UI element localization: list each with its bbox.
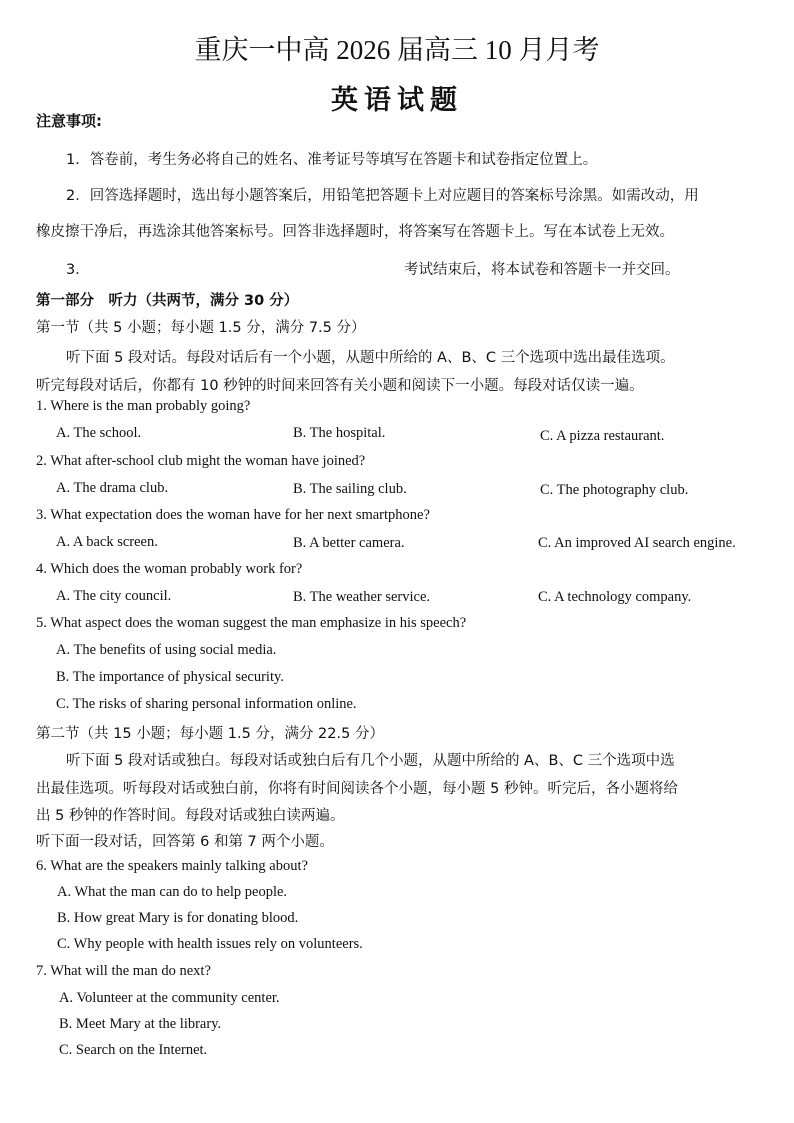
question-3-option-a: A. A back screen. [56,534,158,550]
question-1-option-a: A. The school. [56,425,142,441]
exam-title: 重庆一中高 2026 届高三 10 月月考 [194,35,600,65]
question-2-stem: 2. What after-school club might the woman have joined? [36,453,366,469]
notice-item-1: 1．答卷前，考生务必将自己的姓名、准考证号等填写在答题卡和试卷指定位置上。 [66,152,598,168]
notice-heading: 注意事项: [36,112,102,130]
question-4-option-b: B. The weather service. [293,589,431,605]
question-6-option-a: A. What the man can do to help people. [57,884,288,900]
question-2-option-c: C. The photography club. [540,482,689,498]
section2-instruction-line-2: 出最佳选项。听每段对话或独白前，你将有时间阅读各个小题，每小题 5 秒钟。听完后，各小题将给 [36,781,678,797]
question-6-stem: 6. What are the speakers mainly talking about? [36,858,308,874]
question-1-option-c: C. A pizza restaurant. [540,428,665,444]
notice-item-2-line-1: 2．回答选择题时，选出每小题答案后，用铅笔把答题卡上对应题目的答案标号涂黑。如需改动，用 [66,188,699,204]
section1-heading: 第一节（共 5 小题；每小题 1.5 分，满分 7.5 分） [36,320,366,336]
question-2-option-b: B. The sailing club. [293,481,407,497]
question-7-option-c: C. Search on the Internet. [59,1042,208,1058]
question-5-option-b: B. The importance of physical security. [56,669,284,685]
question-3-option-c: C. An improved AI search engine. [538,535,736,551]
question-7-option-a: A. Volunteer at the community center. [59,990,280,1006]
notice-item-2-line-2: 橡皮擦干净后，再选涂其他答案标号。回答非选择题时，将答案写在答题卡上。写在本试卷上无效。 [36,224,674,240]
question-4-option-a: A. The city council. [56,588,172,604]
notice-item-3-text: 考试结束后，将本试卷和答题卡一并交回。 [404,262,680,278]
question-1-option-b: B. The hospital. [293,425,386,441]
question-6-option-c: C. Why people with health issues rely on volunteers. [57,936,363,952]
question-5-option-a: A. The benefits of using social media. [56,642,277,658]
section1-instruction-line-2: 听完每段对话后，你都有 10 秒钟的时间来回答有关小题和阅读下一小题。每段对话仅读一遍。 [36,378,644,394]
question-5-stem: 5. What aspect does the woman suggest the man emphasize in his speech? [36,615,467,631]
question-2-option-a: A. The drama club. [56,480,169,496]
section2-instruction-line-3: 出 5 秒钟的作答时间。每段对话或独白读两遍。 [36,808,345,824]
section1-instruction-line-1: 听下面 5 段对话。每段对话后有一个小题，从题中所给的 A、B、C 三个选项中选出最佳选项。 [66,350,675,366]
question-7-option-b: B. Meet Mary at the library. [59,1016,222,1032]
question-4-option-c: C. A technology company. [538,589,692,605]
question-1-stem: 1. Where is the man probably going? [36,398,251,414]
exam-subtitle: 英语试题 [331,85,463,115]
question-7-stem: 7. What will the man do next? [36,963,211,979]
question-3-stem: 3. What expectation does the woman have for her next smartphone? [36,507,430,523]
section2-heading: 第二节（共 15 小题；每小题 1.5 分，满分 22.5 分） [36,726,384,742]
part1-heading: 第一部分 听力（共两节，满分 30 分） [36,293,299,309]
question-4-stem: 4. Which does the woman probably work for? [36,561,303,577]
question-5-option-c: C. The risks of sharing personal information online. [56,696,357,712]
question-6-option-b: B. How great Mary is for donating blood. [57,910,299,926]
question-3-option-b: B. A better camera. [293,535,405,551]
dialog-intro: 听下面一段对话，回答第 6 和第 7 两个小题。 [36,834,334,850]
notice-item-3-number: 3． [66,262,90,278]
section2-instruction-line-1: 听下面 5 段对话或独白。每段对话或独白后有几个小题，从题中所给的 A、B、C 三个选项中选 [66,753,675,769]
